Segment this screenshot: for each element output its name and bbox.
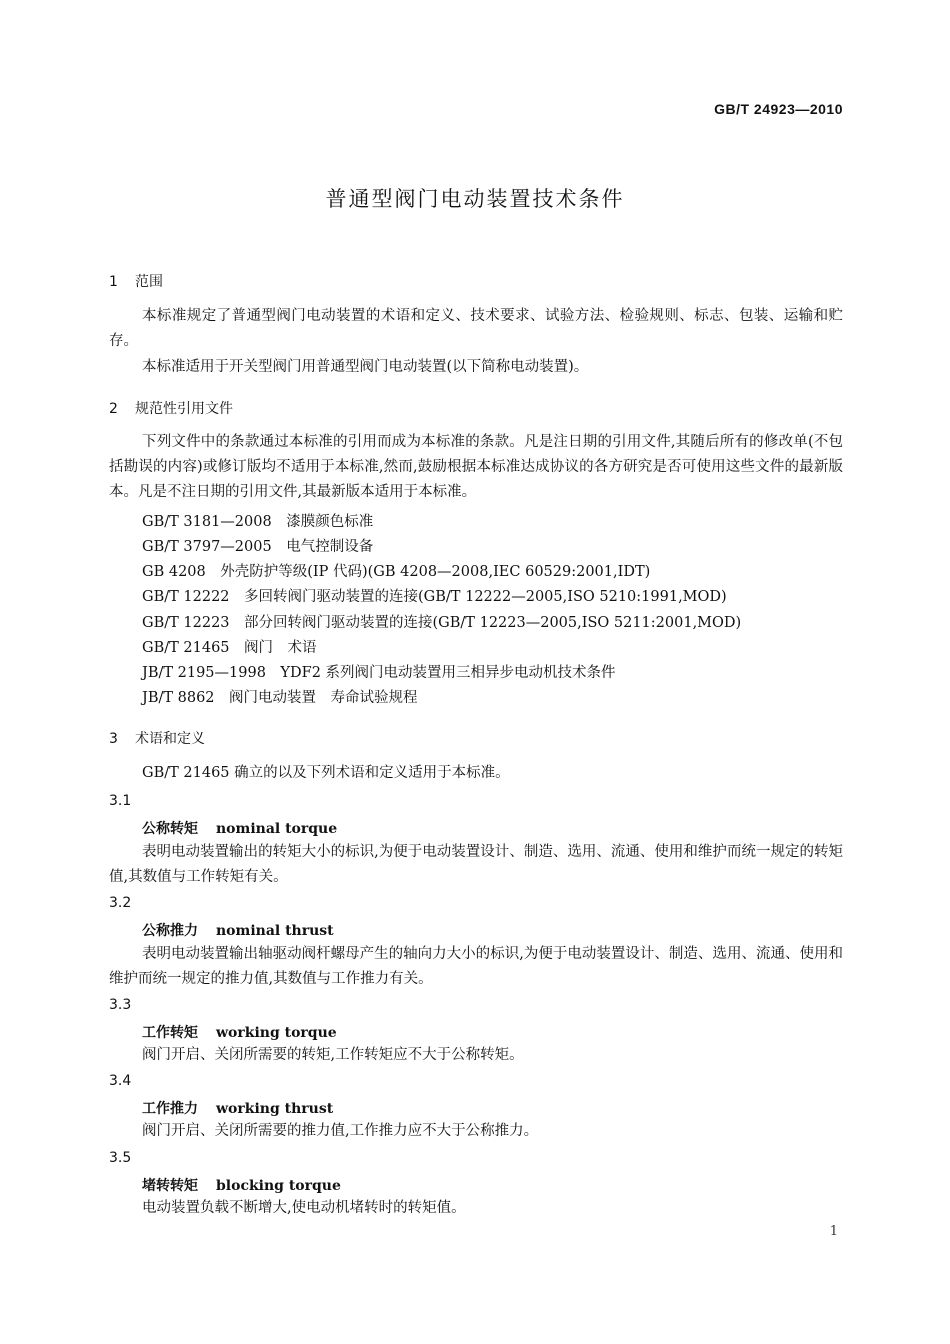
- paragraph: 下列文件中的条款通过本标准的引用而成为本标准的条款。凡是注日期的引用文件,其随后所有的修改单(不包括勘误的内容)或修订版均不适用于本标准,然而,鼓励根据本标准达成协议的各方研究是否可使用这些文件的最新版本。凡是不注日期的引用文件,其最新版本适用于本标准。: [109, 434, 843, 500]
- section-heading-2: [109, 398, 233, 418]
- clause-number: 3.1: [109, 793, 132, 809]
- paragraph: 本标准规定了普通型阀门电动装置的术语和定义、技术要求、试验方法、检验规则、标志、包装、运输和贮存。: [109, 308, 843, 349]
- section-heading-3: [109, 728, 205, 748]
- term-definition: 阀门开启、关闭所需要的推力值,工作推力应不大于公称推力。: [142, 1123, 539, 1139]
- clause-number: 3.2: [109, 895, 132, 911]
- section-title: 规范性引用文件: [135, 401, 233, 417]
- term-zh: 公称转矩: [142, 821, 198, 837]
- reference-item: GB/T 21465 阀门 术语: [142, 640, 317, 656]
- section-number: 3: [109, 731, 118, 747]
- clause-number: 3.3: [109, 997, 132, 1013]
- term-zh: 堵转转矩: [142, 1178, 198, 1194]
- section-heading-1: [109, 271, 163, 291]
- term-en: blocking torque: [216, 1178, 341, 1194]
- clause-number: 3.5: [109, 1150, 132, 1166]
- term-en: working thrust: [216, 1101, 334, 1117]
- section-title: 术语和定义: [135, 731, 205, 747]
- term-zh: 工作推力: [142, 1101, 198, 1117]
- term-heading: [142, 1022, 337, 1042]
- term-definition: 表明电动装置输出的转矩大小的标识,为便于电动装置设计、制造、选用、流通、使用和维护而统一规定的转矩值,其数值与工作转矩有关。: [109, 844, 843, 885]
- paragraph: 本标准适用于开关型阀门用普通型阀门电动装置(以下简称电动装置)。: [142, 359, 589, 375]
- term-heading: [142, 1098, 333, 1118]
- term-zh: 工作转矩: [142, 1025, 198, 1041]
- reference-item: JB/T 8862 阀门电动装置 寿命试验规程: [142, 690, 418, 706]
- section-number: 2: [109, 401, 118, 417]
- clause-number: 3.4: [109, 1073, 132, 1089]
- document-title: 普通型阀门电动装置技术条件: [325, 187, 625, 211]
- section-number: 1: [109, 274, 118, 290]
- reference-item: GB/T 3181—2008 漆膜颜色标准: [142, 514, 374, 530]
- reference-item: GB/T 3797—2005 电气控制设备: [142, 539, 374, 555]
- standard-number: GB/T 24923—2010: [714, 101, 843, 117]
- reference-item: GB 4208 外壳防护等级(IP 代码)(GB 4208—2008,IEC 60529:2001,IDT): [142, 564, 651, 580]
- reference-item: GB/T 12222 多回转阀门驱动装置的连接(GB/T 12222—2005,ISO 5210:1991,MOD): [142, 589, 727, 605]
- paragraph: GB/T 21465 确立的以及下列术语和定义适用于本标准。: [142, 765, 510, 781]
- term-definition: 阀门开启、关闭所需要的转矩,工作转矩应不大于公称转矩。: [142, 1047, 524, 1063]
- page-number: 1: [829, 1224, 838, 1239]
- term-zh: 公称推力: [142, 923, 198, 939]
- term-heading: [142, 1175, 341, 1195]
- term-definition: 电动装置负载不断增大,使电动机堵转时的转矩值。: [142, 1200, 466, 1216]
- reference-item: GB/T 12223 部分回转阀门驱动装置的连接(GB/T 12223—2005,ISO 5211:2001,MOD): [142, 615, 742, 631]
- section-title: 范围: [135, 274, 163, 290]
- reference-item: JB/T 2195—1998 YDF2 系列阀门电动装置用三相异步电动机技术条件: [142, 665, 616, 681]
- term-heading: [142, 818, 337, 838]
- term-en: working torque: [216, 1025, 337, 1041]
- term-en: nominal torque: [216, 821, 338, 837]
- term-heading: [142, 920, 334, 940]
- term-en: nominal thrust: [216, 923, 334, 939]
- term-definition: 表明电动装置输出轴驱动阀杆螺母产生的轴向力大小的标识,为便于电动装置设计、制造、选用、流通、使用和维护而统一规定的推力值,其数值与工作推力有关。: [109, 946, 843, 987]
